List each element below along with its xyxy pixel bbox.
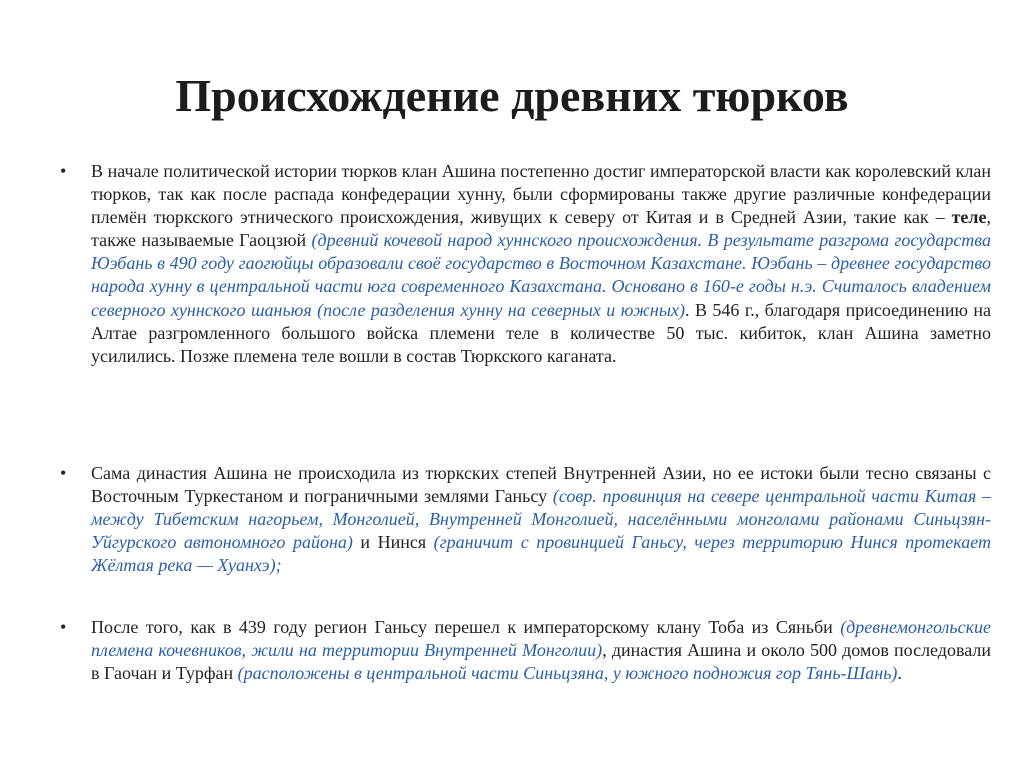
bullet-icon: • [60, 463, 67, 483]
slide-title: Происхождение древних тюрков [175, 70, 849, 121]
paragraph-text [91, 160, 991, 368]
text-run: . [897, 663, 902, 684]
list-item [60, 462, 991, 577]
bold-term: теле [951, 207, 987, 228]
text-run: После того, как в 439 году регион Ганьсу перешел к императорскому клану Тоба из Сяньби [91, 617, 841, 637]
italic-note: (граничит с провинцией Ганьсу, через территорию Нинся протекает Жёлтая река — Хуанхэ); [91, 532, 991, 576]
italic-note: (совр. провинция на севере центральной части Китая – между Тибетским нагорьем, Монголией, Внутренней Монголией, населёнными монголами районами Синьцзян-Уйгурского автономного района) [91, 486, 991, 553]
bullet-icon: • [60, 617, 67, 637]
text-run: Сама династия Ашина не происходила из тюркских степей Внутренней Азии, но ее истоки были тесно связаны с Восточным Туркестаном и пограничными землями Ганьсу [91, 463, 991, 507]
list-item [60, 160, 991, 368]
text-run: и Нинся [352, 532, 434, 553]
italic-note: (расположены в центральной части Синьцзяна, у южного подножия гор Тянь-Шань) [237, 663, 898, 684]
text-run: , династия Ашина и около 500 домов последовали в Гаочан и Турфан [91, 640, 991, 684]
paragraph-text [91, 616, 991, 685]
text-run: . В 546 г., благодаря присоединению на Алтае разгромленного большого войска племени теле в количестве 50 тыс. кибиток, клан Ашина заметно усилились. Позже племена теле вошли в состав Тюркского каганата. [91, 299, 992, 366]
paragraph-text [91, 462, 991, 577]
italic-note: (древний кочевой народ хуннского происхождения. В результате разгрома государства Юэбань в 490 году гаогюйцы образовали своё государство в Восточном Казахстане. Юэбань – древнее государство народа хунну в центральной части юга современного Казахстана. Основано в 160-е годы н.э. Считалось владением северного хуннского шаньюя (после разделения хунну на северных и южных) [91, 230, 991, 320]
list-item [60, 616, 991, 685]
bullet-icon: • [60, 161, 67, 181]
italic-note: (древнемонгольские племена кочевников, жили на территории Внутренней Монголии) [91, 617, 991, 661]
text-run: , также называемые Гаоцзюй [91, 207, 991, 251]
text-run: В начале политической истории тюрков клан Ашина постепенно достиг императорской власти как королевский клан тюрков, так как после распада конфедерации хунну, были сформированы также другие различные конфедерации племён тюркского этнического происхождения, живущих к северу от Китая и в Средней Азии, такие как – [91, 161, 991, 228]
